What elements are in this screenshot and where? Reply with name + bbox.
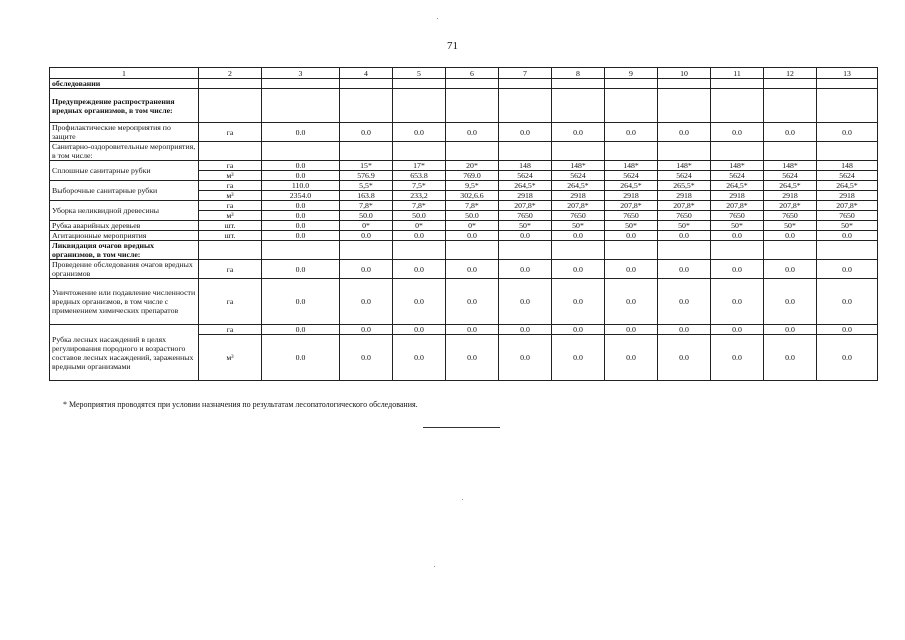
row-label: Уборка неликвидной древесины xyxy=(50,201,199,221)
table-row xyxy=(50,123,878,142)
value-cell: 5624 xyxy=(711,171,764,181)
value-cell: 0.0 xyxy=(552,260,605,279)
value-cell: 653.8 xyxy=(393,171,446,181)
empty-cell xyxy=(658,241,711,260)
value-cell: 0* xyxy=(340,221,393,231)
value-cell: 5,5* xyxy=(340,181,393,191)
empty-cell xyxy=(605,241,658,260)
empty-cell xyxy=(393,241,446,260)
value-cell: 302,6.6 xyxy=(446,191,499,201)
value-cell: 0.0 xyxy=(393,325,446,335)
value-cell: 0.0 xyxy=(764,123,817,142)
value-cell: 0.0 xyxy=(605,335,658,381)
empty-cell xyxy=(340,79,393,89)
value-cell: 0.0 xyxy=(446,260,499,279)
value-cell: 233,2 xyxy=(393,191,446,201)
row-label: обследовании xyxy=(50,79,199,89)
column-number: 13 xyxy=(817,68,878,79)
value-cell: 50* xyxy=(605,221,658,231)
value-cell: 5624 xyxy=(817,171,878,181)
empty-cell xyxy=(199,241,262,260)
value-cell: 148* xyxy=(764,161,817,171)
value-cell: 163.8 xyxy=(340,191,393,201)
column-number: 12 xyxy=(764,68,817,79)
value-cell: 0* xyxy=(393,221,446,231)
value-cell: 0.0 xyxy=(393,123,446,142)
page-number: 71 xyxy=(447,40,458,52)
column-number: 6 xyxy=(446,68,499,79)
row-label: Агитационные мероприятия xyxy=(50,231,199,241)
value-cell: 50.0 xyxy=(446,211,499,221)
unit-cell: га xyxy=(199,325,262,335)
value-cell: 0.0 xyxy=(262,211,340,221)
value-cell: 50* xyxy=(817,221,878,231)
empty-cell xyxy=(199,89,262,123)
value-cell: 0.0 xyxy=(764,335,817,381)
value-cell: 0.0 xyxy=(658,260,711,279)
value-cell: 0.0 xyxy=(393,260,446,279)
value-cell: 148* xyxy=(605,161,658,171)
value-cell: 0.0 xyxy=(262,325,340,335)
row-label: Предупреждение распространения вредных организмов, в том числе: xyxy=(50,89,199,123)
value-cell: 0.0 xyxy=(817,335,878,381)
empty-cell xyxy=(499,142,552,161)
value-cell: 0.0 xyxy=(711,335,764,381)
value-cell: 207,8* xyxy=(605,201,658,211)
scan-speck xyxy=(437,18,438,19)
empty-cell xyxy=(552,89,605,123)
empty-cell xyxy=(199,79,262,89)
row-label: Сплошные санитарные рубки xyxy=(50,161,199,181)
value-cell: 2918 xyxy=(499,191,552,201)
empty-cell xyxy=(711,142,764,161)
forest-protection-table xyxy=(49,67,878,381)
value-cell: 0.0 xyxy=(393,335,446,381)
table-row xyxy=(50,221,878,231)
column-number: 9 xyxy=(605,68,658,79)
unit-cell: га xyxy=(199,279,262,325)
value-cell: 148* xyxy=(658,161,711,171)
value-cell: 9,5* xyxy=(446,181,499,191)
empty-cell xyxy=(446,142,499,161)
value-cell: 0.0 xyxy=(499,260,552,279)
value-cell: 264,5* xyxy=(552,181,605,191)
value-cell: 2918 xyxy=(605,191,658,201)
section-row xyxy=(50,89,878,123)
empty-cell xyxy=(262,79,340,89)
row-label: Уничтожение или подавление численности вредных организмов, в том числе с применением химических препаратов xyxy=(50,279,199,325)
value-cell: 0.0 xyxy=(764,325,817,335)
value-cell: 769.0 xyxy=(446,171,499,181)
value-cell: 0.0 xyxy=(340,231,393,241)
empty-cell xyxy=(393,89,446,123)
value-cell: 0.0 xyxy=(262,231,340,241)
value-cell: 207,8* xyxy=(817,201,878,211)
value-cell: 0.0 xyxy=(552,335,605,381)
value-cell: 0.0 xyxy=(605,260,658,279)
empty-cell xyxy=(817,241,878,260)
empty-cell xyxy=(711,89,764,123)
empty-cell xyxy=(499,89,552,123)
value-cell: 7650 xyxy=(711,211,764,221)
empty-cell xyxy=(446,89,499,123)
value-cell: 0.0 xyxy=(262,260,340,279)
value-cell: 2918 xyxy=(817,191,878,201)
value-cell: 7650 xyxy=(658,211,711,221)
value-cell: 50* xyxy=(658,221,711,231)
separator-line xyxy=(423,427,500,428)
table-row xyxy=(50,201,878,211)
table-row xyxy=(50,325,878,335)
value-cell: 7,8* xyxy=(446,201,499,211)
empty-cell xyxy=(199,142,262,161)
value-cell: 0.0 xyxy=(393,279,446,325)
value-cell: 0.0 xyxy=(764,260,817,279)
value-cell: 207,8* xyxy=(658,201,711,211)
value-cell: 0.0 xyxy=(658,123,711,142)
value-cell: 0.0 xyxy=(552,325,605,335)
value-cell: 50.0 xyxy=(393,211,446,221)
section-row xyxy=(50,79,878,89)
empty-cell xyxy=(605,142,658,161)
value-cell: 0.0 xyxy=(817,231,878,241)
value-cell: 17* xyxy=(393,161,446,171)
value-cell: 0.0 xyxy=(658,325,711,335)
footnote: * Мероприятия проводятся при условии назначения по результатам лесопатологического обследования. xyxy=(63,400,418,409)
value-cell: 0.0 xyxy=(605,123,658,142)
empty-cell xyxy=(552,241,605,260)
value-cell: 0.0 xyxy=(446,325,499,335)
value-cell: 110.0 xyxy=(262,181,340,191)
empty-cell xyxy=(817,142,878,161)
value-cell: 576.9 xyxy=(340,171,393,181)
unit-cell: га xyxy=(199,181,262,191)
value-cell: 0.0 xyxy=(262,123,340,142)
column-number: 1 xyxy=(50,68,199,79)
value-cell: 0.0 xyxy=(711,325,764,335)
empty-cell xyxy=(262,142,340,161)
value-cell: 0.0 xyxy=(605,279,658,325)
empty-cell xyxy=(552,79,605,89)
empty-cell xyxy=(499,241,552,260)
value-cell: 0.0 xyxy=(499,335,552,381)
value-cell: 0.0 xyxy=(605,325,658,335)
value-cell: 0.0 xyxy=(711,231,764,241)
value-cell: 5624 xyxy=(605,171,658,181)
empty-cell xyxy=(764,79,817,89)
value-cell: 50* xyxy=(499,221,552,231)
empty-cell xyxy=(764,241,817,260)
unit-cell: м³ xyxy=(199,211,262,221)
column-number: 4 xyxy=(340,68,393,79)
value-cell: 0.0 xyxy=(340,335,393,381)
value-cell: 0.0 xyxy=(817,123,878,142)
empty-cell xyxy=(446,79,499,89)
value-cell: 207,8* xyxy=(499,201,552,211)
value-cell: 264,5* xyxy=(499,181,552,191)
value-cell: 0.0 xyxy=(446,231,499,241)
value-cell: 7650 xyxy=(552,211,605,221)
value-cell: 264,5* xyxy=(817,181,878,191)
value-cell: 20* xyxy=(446,161,499,171)
unit-cell: га xyxy=(199,201,262,211)
unit-cell: шт. xyxy=(199,221,262,231)
value-cell: 7650 xyxy=(499,211,552,221)
value-cell: 265,5* xyxy=(658,181,711,191)
value-cell: 0.0 xyxy=(262,171,340,181)
row-label: Профилактические мероприятия по защите xyxy=(50,123,199,142)
empty-cell xyxy=(658,142,711,161)
value-cell: 0.0 xyxy=(764,279,817,325)
value-cell: 0.0 xyxy=(552,231,605,241)
value-cell: 0.0 xyxy=(817,325,878,335)
value-cell: 50* xyxy=(764,221,817,231)
empty-cell xyxy=(605,79,658,89)
value-cell: 207,8* xyxy=(711,201,764,211)
value-cell: 0.0 xyxy=(499,325,552,335)
column-number: 8 xyxy=(552,68,605,79)
column-number: 11 xyxy=(711,68,764,79)
unit-cell: га xyxy=(199,161,262,171)
value-cell: 2918 xyxy=(711,191,764,201)
empty-cell xyxy=(262,89,340,123)
value-cell: 0.0 xyxy=(340,123,393,142)
value-cell: 7,8* xyxy=(340,201,393,211)
value-cell: 50* xyxy=(711,221,764,231)
table-row xyxy=(50,181,878,191)
empty-cell xyxy=(499,79,552,89)
row-label: Проведение обследования очагов вредных организмов xyxy=(50,260,199,279)
empty-cell xyxy=(817,89,878,123)
value-cell: 0.0 xyxy=(262,335,340,381)
empty-cell xyxy=(340,241,393,260)
value-cell: 0.0 xyxy=(711,279,764,325)
value-cell: 0.0 xyxy=(658,231,711,241)
value-cell: 2918 xyxy=(764,191,817,201)
value-cell: 2918 xyxy=(552,191,605,201)
unit-cell: га xyxy=(199,123,262,142)
value-cell: 5624 xyxy=(499,171,552,181)
value-cell: 0.0 xyxy=(711,123,764,142)
section-row xyxy=(50,241,878,260)
empty-cell xyxy=(658,79,711,89)
table-row xyxy=(50,161,878,171)
empty-cell xyxy=(711,79,764,89)
row-label: Санитарно-оздоровительные мероприятия, в том числе: xyxy=(50,142,199,161)
value-cell: 0.0 xyxy=(262,201,340,211)
scan-speck xyxy=(462,499,463,500)
empty-cell xyxy=(393,79,446,89)
value-cell: 0.0 xyxy=(552,123,605,142)
value-cell: 0.0 xyxy=(340,325,393,335)
value-cell: 207,8* xyxy=(552,201,605,211)
section-row xyxy=(50,142,878,161)
column-number: 2 xyxy=(199,68,262,79)
table-row xyxy=(50,231,878,241)
value-cell: 264,5* xyxy=(711,181,764,191)
empty-cell xyxy=(764,89,817,123)
header-row xyxy=(50,68,878,79)
value-cell: 0.0 xyxy=(764,231,817,241)
value-cell: 7650 xyxy=(605,211,658,221)
empty-cell xyxy=(605,89,658,123)
empty-cell xyxy=(817,79,878,89)
table-row xyxy=(50,279,878,325)
value-cell: 148* xyxy=(711,161,764,171)
column-number: 7 xyxy=(499,68,552,79)
value-cell: 148* xyxy=(552,161,605,171)
unit-cell: га xyxy=(199,260,262,279)
value-cell: 0.0 xyxy=(658,279,711,325)
value-cell: 0.0 xyxy=(605,231,658,241)
value-cell: 0.0 xyxy=(340,260,393,279)
value-cell: 0.0 xyxy=(262,221,340,231)
value-cell: 5624 xyxy=(764,171,817,181)
row-label: Ликвидация очагов вредных организмов, в том числе: xyxy=(50,241,199,260)
value-cell: 0.0 xyxy=(262,279,340,325)
empty-cell xyxy=(262,241,340,260)
column-number: 3 xyxy=(262,68,340,79)
value-cell: 264,5* xyxy=(605,181,658,191)
column-number: 5 xyxy=(393,68,446,79)
unit-cell: м³ xyxy=(199,171,262,181)
value-cell: 0.0 xyxy=(393,231,446,241)
value-cell: 2354.0 xyxy=(262,191,340,201)
column-number: 10 xyxy=(658,68,711,79)
value-cell: 0.0 xyxy=(499,231,552,241)
value-cell: 0.0 xyxy=(499,279,552,325)
row-label: Рубка лесных насаждений в целях регулирования породного и возрастного составов лесных насаждений, зараженных вредными организмами xyxy=(50,325,199,381)
value-cell: 0.0 xyxy=(658,335,711,381)
value-cell: 15* xyxy=(340,161,393,171)
empty-cell xyxy=(340,142,393,161)
table-row xyxy=(50,260,878,279)
empty-cell xyxy=(552,142,605,161)
value-cell: 0.0 xyxy=(711,260,764,279)
unit-cell: м³ xyxy=(199,191,262,201)
value-cell: 0.0 xyxy=(446,279,499,325)
value-cell: 7650 xyxy=(817,211,878,221)
value-cell: 5624 xyxy=(552,171,605,181)
value-cell: 5624 xyxy=(658,171,711,181)
value-cell: 50.0 xyxy=(340,211,393,221)
value-cell: 0.0 xyxy=(817,260,878,279)
empty-cell xyxy=(711,241,764,260)
unit-cell: м³ xyxy=(199,335,262,381)
row-label: Выборочные санитарные рубки xyxy=(50,181,199,201)
value-cell: 50* xyxy=(552,221,605,231)
value-cell: 0.0 xyxy=(340,279,393,325)
value-cell: 0.0 xyxy=(446,123,499,142)
value-cell: 264,5* xyxy=(764,181,817,191)
empty-cell xyxy=(393,142,446,161)
empty-cell xyxy=(446,241,499,260)
value-cell: 0* xyxy=(446,221,499,231)
scan-speck xyxy=(434,566,435,567)
empty-cell xyxy=(340,89,393,123)
empty-cell xyxy=(658,89,711,123)
value-cell: 2918 xyxy=(658,191,711,201)
value-cell: 0.0 xyxy=(552,279,605,325)
value-cell: 148 xyxy=(817,161,878,171)
value-cell: 0.0 xyxy=(446,335,499,381)
value-cell: 7,5* xyxy=(393,181,446,191)
value-cell: 0.0 xyxy=(262,161,340,171)
value-cell: 7,8* xyxy=(393,201,446,211)
value-cell: 0.0 xyxy=(499,123,552,142)
value-cell: 7650 xyxy=(764,211,817,221)
value-cell: 0.0 xyxy=(817,279,878,325)
unit-cell: шт. xyxy=(199,231,262,241)
value-cell: 148 xyxy=(499,161,552,171)
value-cell: 207,8* xyxy=(764,201,817,211)
row-label: Рубка аварийных деревьев xyxy=(50,221,199,231)
empty-cell xyxy=(764,142,817,161)
